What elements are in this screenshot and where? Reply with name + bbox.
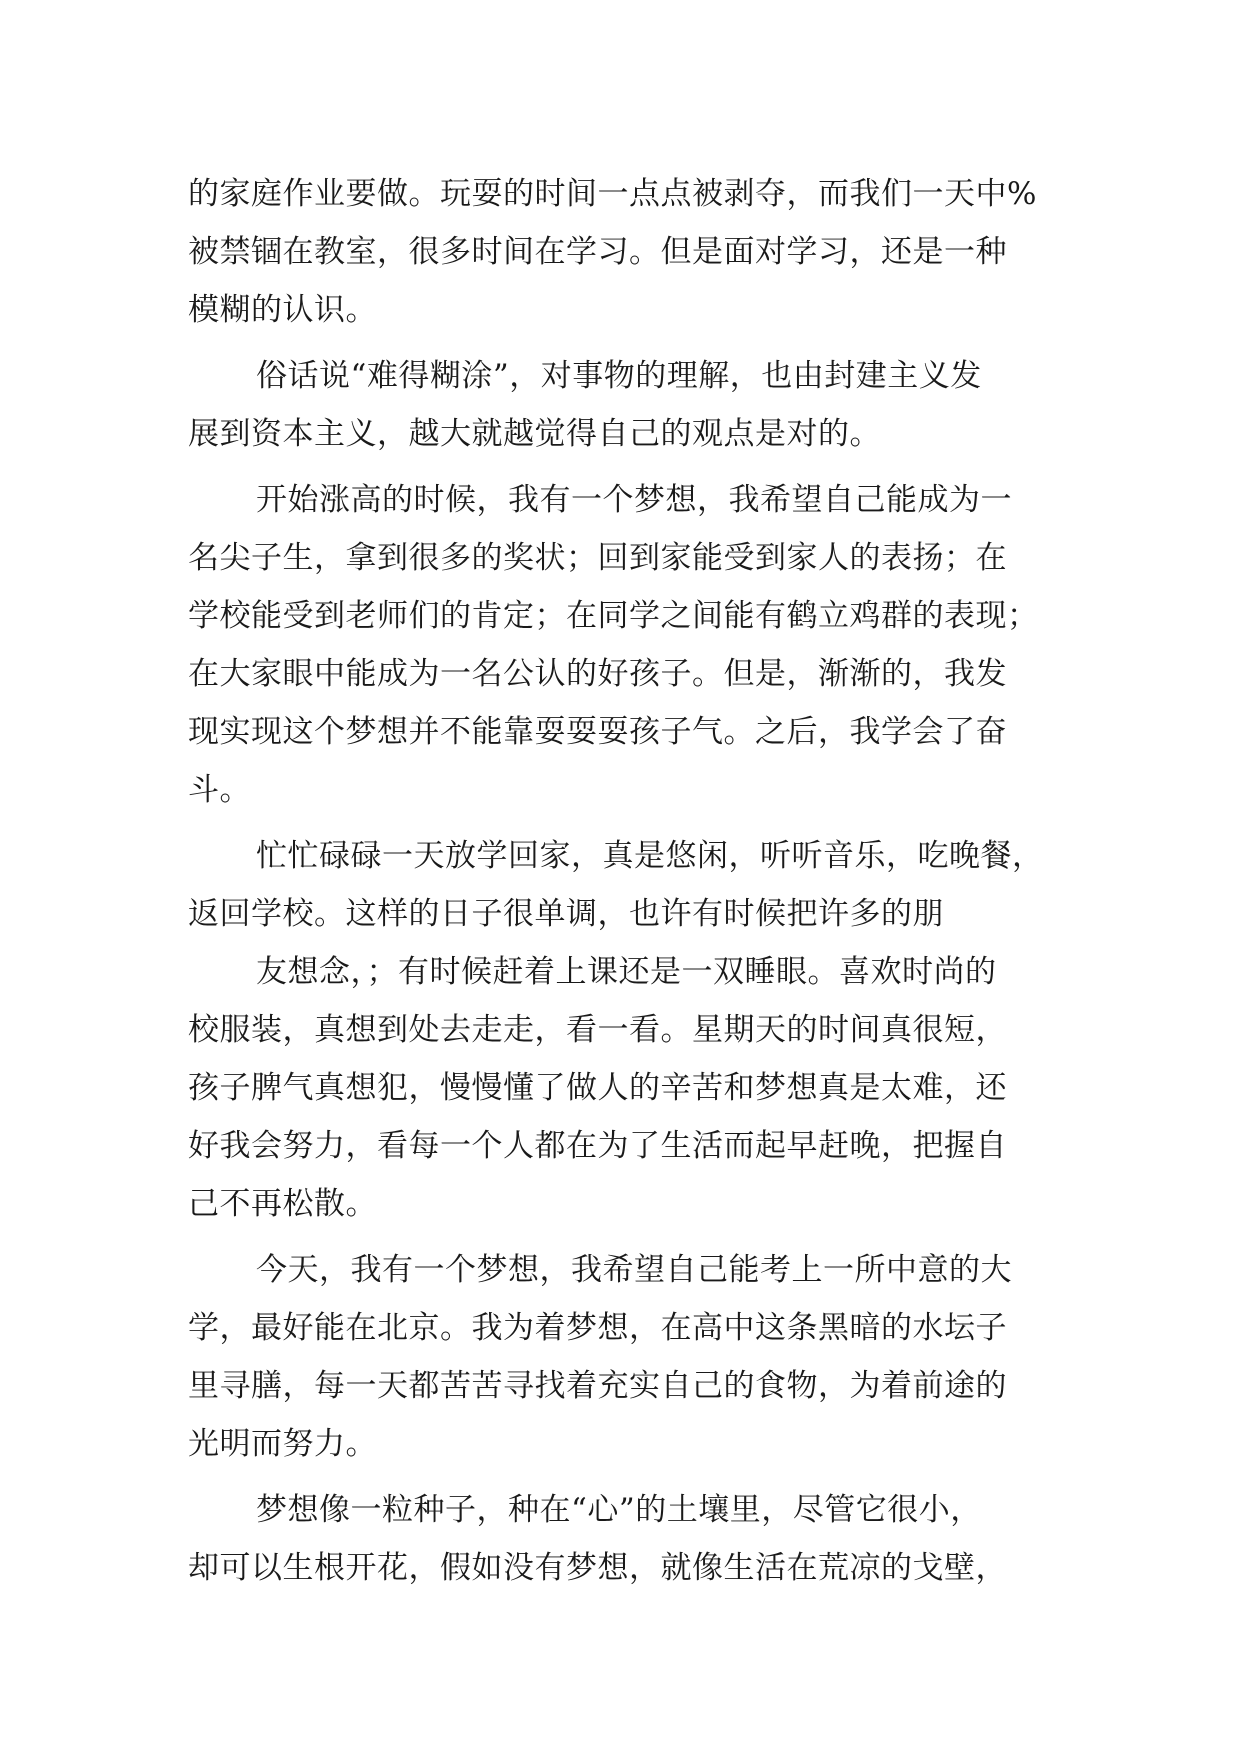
text-line: 己不再松散。 <box>188 1186 377 1222</box>
text-line: 却可以生根开花，假如没有梦想，就像生活在荒凉的戈壁， <box>188 1550 1007 1586</box>
text-line: 里寻膳，每一天都苦苦寻找着充实自己的食物，为着前途的 <box>188 1368 1007 1404</box>
text-line: 在大家眼中能成为一名公认的好孩子。但是，渐渐的，我发 <box>188 656 1007 692</box>
text-line: 校服装，真想到处去走走，看一看。星期天的时间真很短， <box>188 1012 1007 1048</box>
text-line: 斗。 <box>188 772 251 808</box>
paragraph-first-line: 友想念，；有时候赶着上课还是一双睡眼。喜欢时尚的 <box>256 954 997 990</box>
text-line: 孩子脾气真想犯，慢慢懂了做人的辛苦和梦想真是太难，还 <box>188 1070 1007 1106</box>
paragraph-first-line: 梦想像一粒种子，种在“心”的土壤里，尽管它很小， <box>256 1492 982 1528</box>
paragraph-first-line: 开始涨高的时候，我有一个梦想，我希望自己能成为一 <box>256 482 1012 518</box>
text-line: 展到资本主义，越大就越觉得自己的观点是对的。 <box>188 416 881 452</box>
paragraph-first-line: 忙忙碌碌一天放学回家，真是悠闲，听听音乐，吃晚餐， <box>256 838 1044 874</box>
text-line: 模糊的认识。 <box>188 292 377 328</box>
text-line: 的家庭作业要做。玩耍的时间一点点被剥夺，而我们一天中% <box>188 176 1037 212</box>
text-line: 返回学校。这样的日子很单调，也许有时候把许多的朋 <box>188 896 944 932</box>
text-line: 名尖子生，拿到很多的奖状；回到家能受到家人的表扬；在 <box>188 540 1007 576</box>
paragraph-first-line: 今天，我有一个梦想，我希望自己能考上一所中意的大 <box>256 1252 1012 1288</box>
text-line: 学校能受到老师们的肯定；在同学之间能有鹤立鸡群的表现； <box>188 598 1039 634</box>
paragraph-first-line: 俗话说“难得糊涂”，对事物的理解，也由封建主义发 <box>256 358 982 394</box>
text-line: 被禁锢在教室，很多时间在学习。但是面对学习，还是一种 <box>188 234 1007 270</box>
text-line: 好我会努力，看每一个人都在为了生活而起早赶晚，把握自 <box>188 1128 1007 1164</box>
text-line: 现实现这个梦想并不能靠耍耍耍孩子气。之后，我学会了奋 <box>188 714 1007 750</box>
text-line: 光明而努力。 <box>188 1426 377 1462</box>
text-line: 学，最好能在北京。我为着梦想，在高中这条黑暗的水坛子 <box>188 1310 1007 1346</box>
